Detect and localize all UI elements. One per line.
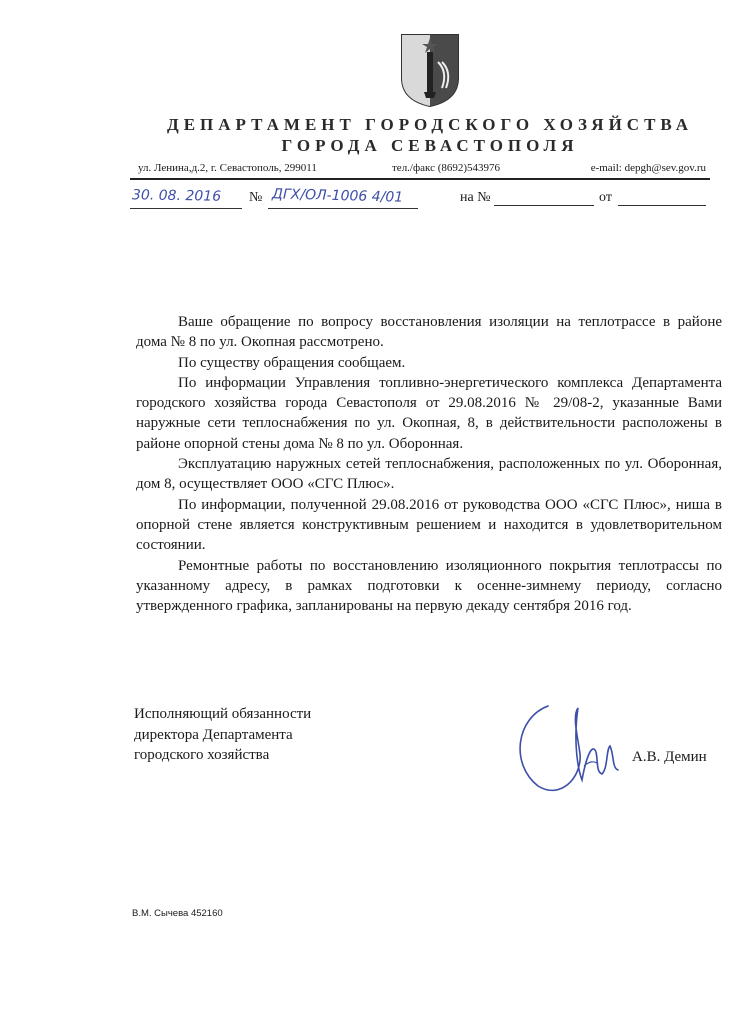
email-text: e-mail: depgh@sev.gov.ru — [590, 162, 706, 174]
handwritten-signature — [508, 694, 626, 798]
letter-body — [136, 312, 722, 616]
coat-of-arms-icon — [398, 32, 462, 108]
reply-to-label: на № — [460, 190, 491, 205]
header-divider — [130, 178, 710, 180]
reply-date-blank — [618, 205, 706, 206]
signer-name: А.В. Демин — [632, 749, 707, 765]
signer-position-line: городского хозяйства — [134, 747, 270, 763]
executor-note: В.М. Сычева 452160 — [132, 908, 223, 919]
handwritten-date: 30. 08. 2016 — [131, 187, 222, 205]
body-paragraph: Ремонтные работы по восстановлению изоляционного покрытия теплотрассы по указанному адресу, в рамках подготовки к осенне-зимнему периоду, согласно утвержденного графика, запланированы на первую декаду сентября 2016 год. — [136, 557, 722, 615]
reply-number-blank — [494, 205, 594, 206]
reply-date-label: от — [599, 190, 612, 205]
signer-position-line: Исполняющий обязанности — [134, 706, 312, 722]
address-text: ул. Ленина,д.2, г. Севастополь, 299011 — [138, 162, 317, 174]
registration-number-label: № — [249, 190, 263, 205]
number-underline — [268, 208, 418, 209]
body-paragraph: По информации Управления топливно-энергетического комплекса Департамента городского хозяйства города Севастополя от 29.08.2016 № 29/08-2, указанные Вами наружные сети теплоснабжения по ул. Окопная, 8, в действительности расположены в районе опорной стены дома № 8 по ул. Оборонная. — [136, 374, 722, 452]
handwritten-registration-number: ДГХ/ОЛ-1006 4/01 — [271, 186, 404, 206]
body-paragraph: По существу обращения сообщаем. — [178, 354, 406, 371]
department-title-line1: ДЕПАРТАМЕНТ ГОРОДСКОГО ХОЗЯЙСТВА — [167, 115, 693, 134]
signer-position-line: директора Департамента — [134, 726, 293, 743]
department-title-line2: ГОРОДА СЕВАСТОПОЛЯ — [281, 136, 579, 155]
body-paragraph: Ваше обращение по вопросу восстановления изоляции на теплотрассе в районе дома № 8 по ул. Окопная рассмотрено. — [136, 314, 722, 351]
date-underline — [130, 208, 242, 209]
registration-row — [130, 186, 710, 214]
phone-text: тел./факс (8692)543976 — [392, 162, 501, 174]
signer-position — [134, 704, 374, 766]
body-paragraph: Эксплуатацию наружных сетей теплоснабжения, расположенных по ул. Оборонная, дом 8, осуществляет ООО «СГС Плюс». — [136, 456, 722, 493]
body-paragraph: По информации, полученной 29.08.2016 от руководства ООО «СГС Плюс», ниша в опорной стене является конструктивным решением и находится в удовлетворительном состоянии. — [136, 496, 722, 554]
